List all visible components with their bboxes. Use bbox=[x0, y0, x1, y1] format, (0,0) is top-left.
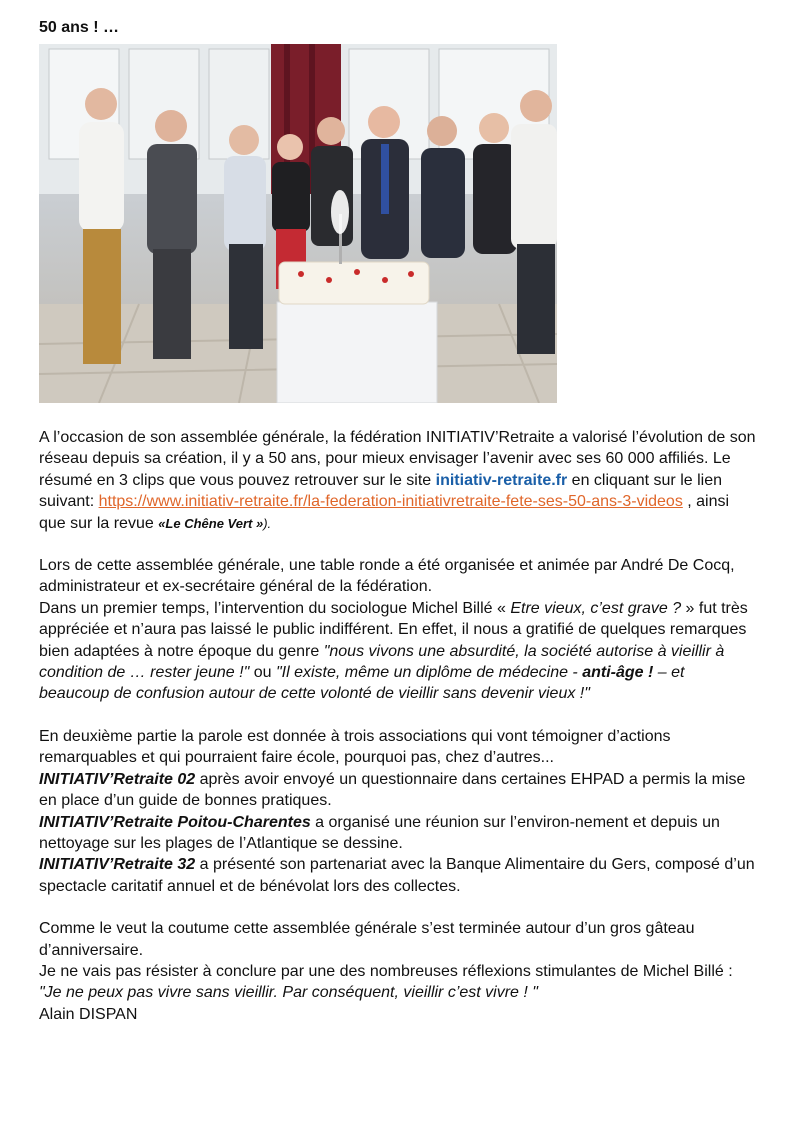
video-link[interactable]: https://www.initiativ-retraite.fr/la-federation-initiativretraite-fete-ses-50-ans-3-videos bbox=[98, 493, 683, 511]
quote-2a: "Il existe, même un diplôme de médecine - bbox=[275, 664, 583, 682]
quote-2c: – et beaucoup de confusion autour de cette volonté de vieillir sans devenir vieux !" bbox=[39, 664, 685, 703]
association-text: après avoir envoyé un questionnaire dans certaines EHPAD a permis la mise en place d’un guide de bonnes pratiques. bbox=[39, 770, 746, 810]
association-item bbox=[39, 812, 759, 855]
closing-quote: "Je ne peux pas vivre sans vieillir. Par conséquent, vieillir c’est vivre ! " bbox=[39, 984, 538, 1002]
quote-2b: anti-âge ! bbox=[582, 664, 654, 682]
table-ronde-text: Lors de cette assemblée générale, une table ronde a été organisée et animée par André De Cocq, administrateur et ex-secrétaire général de la fédération. bbox=[39, 557, 735, 596]
article bbox=[39, 18, 757, 1025]
sociologue-or: ou bbox=[249, 664, 276, 682]
celebration-photo bbox=[39, 44, 557, 403]
book-title: Etre vieux, c’est grave ? bbox=[510, 599, 686, 617]
association-item bbox=[39, 854, 759, 897]
article-body bbox=[39, 427, 759, 1025]
photo-illustration bbox=[39, 44, 557, 403]
sociologue-text-2: » fut très appréciée et n’aura pas laissé le public indifférent. En effet, il nous a gratifié de quelques remarques bien adaptées à notre époque du genre bbox=[39, 599, 748, 660]
intro-end: ). bbox=[263, 515, 272, 531]
association-text: a présenté son partenariat avec la Banque Alimentaire du Gers, composé d’un spectacle caritatif annuel et de bénévolat lors des collectes. bbox=[39, 856, 755, 895]
association-text: a organisé une réunion sur l’environ-nement et depuis un nettoyage sur les plages de l’Atlantique se dessine. bbox=[39, 813, 720, 852]
revue-name: «Le Chêne Vert » bbox=[158, 515, 264, 531]
association-item bbox=[39, 769, 759, 812]
paragraph-reflexion: Je ne vais pas résister à conclure par une des nombreuses réflexions stimulantes de Michel Billé : bbox=[39, 962, 733, 980]
author: Alain DISPAN bbox=[39, 1005, 138, 1023]
intro-text-2: en cliquant sur le lien suivant: bbox=[39, 471, 722, 511]
paragraph-associations-intro: En deuxième partie la parole est donnée à trois associations qui vont témoigner d’actions remarquables et qui pourraient faire école, pourquoi pas, chez d’autres... bbox=[39, 727, 671, 767]
association-name: INITIATIV’Retraite 32 bbox=[39, 856, 196, 874]
paragraph-sociologue bbox=[39, 598, 759, 705]
association-name: INITIATIV’Retraite Poitou-Charentes bbox=[39, 813, 311, 831]
article-title: 50 ans ! … bbox=[39, 19, 120, 36]
site-link[interactable]: initiativ-retraite.fr bbox=[435, 471, 568, 489]
association-name: INITIATIV’Retraite 02 bbox=[39, 770, 196, 788]
paragraph-conclusion: Comme le veut la coutume cette assemblée générale s’est terminée autour d’un gros gâteau d’anniversaire. bbox=[39, 920, 695, 959]
paragraph-table-ronde bbox=[39, 555, 759, 598]
intro-text-3: , ainsi que sur la revue bbox=[39, 493, 730, 532]
sociologue-text: Dans un premier temps, l’intervention du sociologue Michel Billé « bbox=[39, 599, 511, 617]
intro-text: A l’occasion de son assemblée générale, la fédération INITIATIV’Retraite a valorisé l’évolution de son réseau depuis sa création, il y a 50 ans, pour mieux envisager l’avenir avec ses 60 000 affiliés. Le résumé en 3 clips que vous pouvez retrouver sur le site bbox=[39, 429, 756, 489]
quote-1: "nous vivons une absurdité, la société autorise à vieillir à condition de … rester jeune !" bbox=[39, 642, 725, 682]
paragraph-intro bbox=[39, 427, 759, 534]
